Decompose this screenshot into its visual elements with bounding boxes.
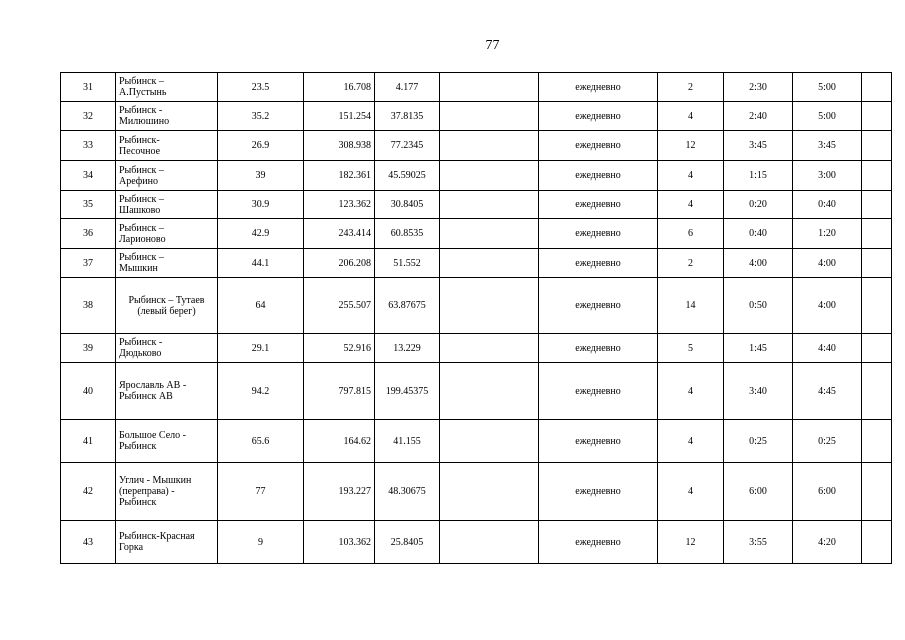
trips-cell: 12 [658, 131, 724, 161]
frequency-cell: ежедневно [539, 278, 658, 334]
empty-cell [440, 249, 539, 278]
value-a-cell: 151.254 [304, 102, 375, 131]
time-start-cell: 0:40 [724, 219, 793, 249]
frequency-cell: ежедневно [539, 191, 658, 219]
empty-cell [440, 191, 539, 219]
value-b-cell: 4.177 [375, 73, 440, 102]
route-name-cell: Рыбинск – А.Пустынь [116, 73, 218, 102]
frequency-cell: ежедневно [539, 219, 658, 249]
trips-cell: 4 [658, 420, 724, 463]
empty-cell [440, 521, 539, 564]
time-start-cell: 2:40 [724, 102, 793, 131]
empty-cell [440, 102, 539, 131]
route-name-cell: Рыбинск – Арефино [116, 161, 218, 191]
empty-last-cell [862, 334, 892, 363]
route-name-cell: Ярославль АВ - Рыбинск АВ [116, 363, 218, 420]
time-end-cell: 4:00 [793, 249, 862, 278]
route-length-cell: 35.2 [218, 102, 304, 131]
route-length-cell: 64 [218, 278, 304, 334]
route-length-cell: 9 [218, 521, 304, 564]
empty-cell [440, 363, 539, 420]
route-name-cell: Рыбинск- Песочное [116, 131, 218, 161]
route-length-cell: 26.9 [218, 131, 304, 161]
route-name-cell: Рыбинск – Шашково [116, 191, 218, 219]
trips-cell: 2 [658, 249, 724, 278]
table-row [61, 191, 892, 219]
empty-last-cell [862, 420, 892, 463]
routes-table [60, 72, 892, 564]
row-number-cell: 37 [61, 249, 116, 278]
value-a-cell: 243.414 [304, 219, 375, 249]
row-number-cell: 32 [61, 102, 116, 131]
value-b-cell: 77.2345 [375, 131, 440, 161]
empty-cell [440, 420, 539, 463]
row-number-cell: 33 [61, 131, 116, 161]
frequency-cell: ежедневно [539, 131, 658, 161]
value-b-cell: 63.87675 [375, 278, 440, 334]
table-row [61, 420, 892, 463]
table-row [61, 161, 892, 191]
row-number-cell: 41 [61, 420, 116, 463]
trips-cell: 4 [658, 363, 724, 420]
value-a-cell: 52.916 [304, 334, 375, 363]
value-b-cell: 199.45375 [375, 363, 440, 420]
frequency-cell: ежедневно [539, 363, 658, 420]
route-length-cell: 44.1 [218, 249, 304, 278]
time-end-cell: 1:20 [793, 219, 862, 249]
table-row [61, 463, 892, 521]
time-end-cell: 0:25 [793, 420, 862, 463]
trips-cell: 6 [658, 219, 724, 249]
table-row [61, 278, 892, 334]
trips-cell: 12 [658, 521, 724, 564]
time-end-cell: 0:40 [793, 191, 862, 219]
value-a-cell: 797.815 [304, 363, 375, 420]
route-length-cell: 39 [218, 161, 304, 191]
route-name-cell: Рыбинск - Милюшино [116, 102, 218, 131]
empty-cell [440, 73, 539, 102]
empty-last-cell [862, 521, 892, 564]
time-start-cell: 1:15 [724, 161, 793, 191]
time-start-cell: 1:45 [724, 334, 793, 363]
row-number-cell: 43 [61, 521, 116, 564]
frequency-cell: ежедневно [539, 73, 658, 102]
time-end-cell: 4:45 [793, 363, 862, 420]
row-number-cell: 35 [61, 191, 116, 219]
time-start-cell: 3:40 [724, 363, 793, 420]
time-end-cell: 3:45 [793, 131, 862, 161]
empty-last-cell [862, 191, 892, 219]
route-name-cell: Рыбинск – Мышкин [116, 249, 218, 278]
frequency-cell: ежедневно [539, 334, 658, 363]
time-start-cell: 2:30 [724, 73, 793, 102]
row-number-cell: 34 [61, 161, 116, 191]
value-a-cell: 308.938 [304, 131, 375, 161]
empty-cell [440, 334, 539, 363]
table-row [61, 521, 892, 564]
trips-cell: 4 [658, 161, 724, 191]
empty-last-cell [862, 219, 892, 249]
time-end-cell: 4:40 [793, 334, 862, 363]
time-start-cell: 3:45 [724, 131, 793, 161]
empty-cell [440, 131, 539, 161]
time-start-cell: 0:50 [724, 278, 793, 334]
value-b-cell: 41.155 [375, 420, 440, 463]
empty-cell [440, 219, 539, 249]
value-a-cell: 164.62 [304, 420, 375, 463]
route-name-cell: Большое Село - Рыбинск [116, 420, 218, 463]
value-b-cell: 51.552 [375, 249, 440, 278]
table-row [61, 334, 892, 363]
frequency-cell: ежедневно [539, 463, 658, 521]
time-end-cell: 4:20 [793, 521, 862, 564]
row-number-cell: 38 [61, 278, 116, 334]
value-a-cell: 206.208 [304, 249, 375, 278]
time-start-cell: 0:20 [724, 191, 793, 219]
empty-last-cell [862, 363, 892, 420]
row-number-cell: 39 [61, 334, 116, 363]
empty-last-cell [862, 102, 892, 131]
route-name-cell: Углич - Мышкин (переправа) - Рыбинск [116, 463, 218, 521]
trips-cell: 4 [658, 463, 724, 521]
empty-last-cell [862, 161, 892, 191]
route-length-cell: 29.1 [218, 334, 304, 363]
route-name-cell: Рыбинск-Красная Горка [116, 521, 218, 564]
route-name-cell: Рыбинск - Дюдьково [116, 334, 218, 363]
table-row [61, 131, 892, 161]
empty-last-cell [862, 249, 892, 278]
trips-cell: 14 [658, 278, 724, 334]
value-a-cell: 123.362 [304, 191, 375, 219]
empty-last-cell [862, 73, 892, 102]
route-length-cell: 94.2 [218, 363, 304, 420]
table-row [61, 73, 892, 102]
row-number-cell: 40 [61, 363, 116, 420]
frequency-cell: ежедневно [539, 521, 658, 564]
frequency-cell: ежедневно [539, 102, 658, 131]
value-a-cell: 193.227 [304, 463, 375, 521]
empty-cell [440, 161, 539, 191]
trips-cell: 4 [658, 102, 724, 131]
empty-last-cell [862, 463, 892, 521]
route-length-cell: 65.6 [218, 420, 304, 463]
value-b-cell: 25.8405 [375, 521, 440, 564]
route-length-cell: 77 [218, 463, 304, 521]
table-row [61, 363, 892, 420]
value-a-cell: 182.361 [304, 161, 375, 191]
value-a-cell: 16.708 [304, 73, 375, 102]
trips-cell: 5 [658, 334, 724, 363]
frequency-cell: ежедневно [539, 420, 658, 463]
row-number-cell: 36 [61, 219, 116, 249]
route-length-cell: 23.5 [218, 73, 304, 102]
empty-last-cell [862, 278, 892, 334]
value-b-cell: 37.8135 [375, 102, 440, 131]
frequency-cell: ежедневно [539, 161, 658, 191]
table-row [61, 249, 892, 278]
value-b-cell: 45.59025 [375, 161, 440, 191]
frequency-cell: ежедневно [539, 249, 658, 278]
empty-cell [440, 463, 539, 521]
time-start-cell: 6:00 [724, 463, 793, 521]
trips-cell: 2 [658, 73, 724, 102]
time-end-cell: 5:00 [793, 102, 862, 131]
table-row [61, 102, 892, 131]
value-b-cell: 30.8405 [375, 191, 440, 219]
time-end-cell: 3:00 [793, 161, 862, 191]
time-start-cell: 0:25 [724, 420, 793, 463]
page-number: 77 [485, 38, 500, 53]
route-length-cell: 30.9 [218, 191, 304, 219]
trips-cell: 4 [658, 191, 724, 219]
value-b-cell: 60.8535 [375, 219, 440, 249]
row-number-cell: 42 [61, 463, 116, 521]
time-end-cell: 5:00 [793, 73, 862, 102]
time-end-cell: 6:00 [793, 463, 862, 521]
time-end-cell: 4:00 [793, 278, 862, 334]
table-row [61, 219, 892, 249]
empty-last-cell [862, 131, 892, 161]
value-b-cell: 13.229 [375, 334, 440, 363]
route-length-cell: 42.9 [218, 219, 304, 249]
route-name-cell: Рыбинск – Ларионово [116, 219, 218, 249]
value-a-cell: 255.507 [304, 278, 375, 334]
value-b-cell: 48.30675 [375, 463, 440, 521]
empty-cell [440, 278, 539, 334]
value-a-cell: 103.362 [304, 521, 375, 564]
row-number-cell: 31 [61, 73, 116, 102]
time-start-cell: 3:55 [724, 521, 793, 564]
time-start-cell: 4:00 [724, 249, 793, 278]
route-name-cell: Рыбинск – Тутаев (левый берег) [116, 278, 218, 334]
